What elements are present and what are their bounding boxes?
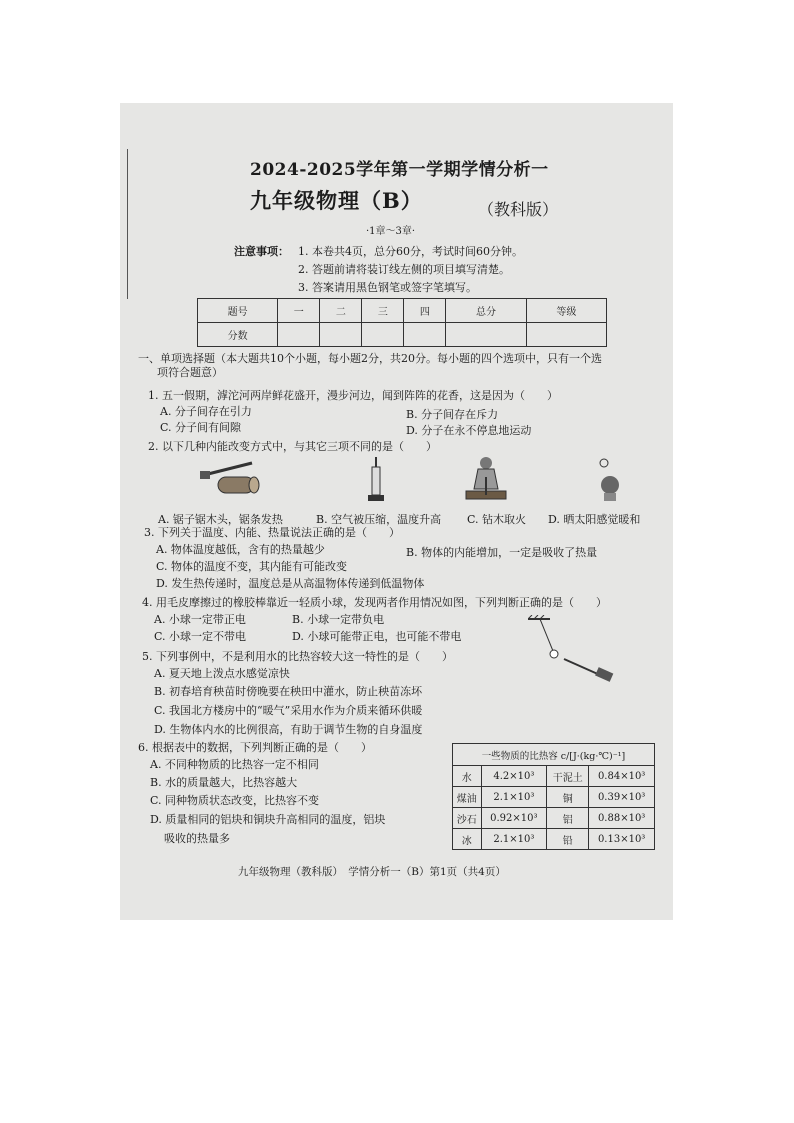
air-compression-figure [364, 455, 388, 505]
charged-ball-figure [528, 615, 622, 687]
q5-option-d: D. 生物体内水的比例很高，有助于调节生物的自身温度 [154, 723, 423, 736]
q3-option-c: C. 物体的温度不变，其内能有可能改变 [156, 560, 348, 573]
q6-option-d: D. 质量相同的铝块和铜块升高相同的温度，铝块 [150, 813, 386, 826]
table-cell: 分数 [198, 323, 278, 347]
table-cell: 0.84×10³ [589, 766, 655, 787]
exam-page [120, 103, 673, 920]
q1-option-c: C. 分子间有间隙 [160, 421, 242, 434]
table-caption: 一些物质的比热容 c/[J·(kg·℃)⁻¹] [453, 744, 655, 766]
q2-option-d: D. 晒太阳感觉暖和 [548, 513, 641, 526]
table-cell: 三 [362, 299, 404, 323]
table-row [453, 829, 655, 850]
table-cell: 等级 [526, 299, 606, 323]
q2-stem: 2. 以下几种内能改变方式中，与其它三项不同的是（ ） [148, 440, 437, 453]
table-cell: 沙石 [453, 808, 482, 829]
score-input-cell[interactable] [526, 323, 606, 347]
q1-option-d: D. 分子在永不停息地运动 [406, 424, 532, 437]
q1-option-b: B. 分子间存在斥力 [406, 408, 499, 421]
q1-stem: 1. 五一假期，滹沱河两岸鲜花盛开，漫步河边，闻到阵阵的花香，这是因为（ ） [148, 389, 558, 402]
score-table [197, 298, 607, 347]
saw-wood-figure [200, 455, 260, 505]
q5-option-c: C. 我国北方楼房中的“暖气”采用水作为介质来循环供暖 [154, 704, 423, 717]
notes-label: 注意事项： [234, 245, 289, 258]
q5-option-a: A. 夏天地上泼点水感觉凉快 [154, 667, 290, 680]
q3-option-b: B. 物体的内能增加，一定是吸收了热量 [406, 546, 598, 559]
q6-option-b: B. 水的质量越大，比热容越大 [150, 776, 298, 789]
q6-stem: 6. 根据表中的数据，下列判断正确的是（ ） [138, 741, 372, 754]
specific-heat-table [452, 743, 655, 850]
table-cell: 题号 [198, 299, 278, 323]
note-item: 1. 本卷共4页，总分60分，考试时间60分钟。 [298, 245, 523, 258]
table-cell: 总分 [446, 299, 526, 323]
q4-option-a: A. 小球一定带正电 [154, 613, 246, 626]
sunbathing-figure [592, 457, 626, 505]
binding-line [127, 149, 128, 299]
section-heading-cont: 项符合题意） [157, 366, 223, 379]
table-cell: 煤油 [453, 787, 482, 808]
table-row [198, 299, 607, 323]
table-cell: 干泥土 [547, 766, 589, 787]
score-input-cell[interactable] [404, 323, 446, 347]
table-cell: 4.2×10³ [481, 766, 547, 787]
table-cell: 四 [404, 299, 446, 323]
q6-option-a: A. 不同种物质的比热容一定不相同 [150, 758, 319, 771]
table-cell: 水 [453, 766, 482, 787]
note-item: 3. 答案请用黑色钢笔或签字笔填写。 [298, 281, 477, 294]
table-cell: 一 [278, 299, 320, 323]
table-cell: 铝 [547, 808, 589, 829]
subject-title: 九年级物理（B） [250, 188, 423, 213]
table-cell: 铅 [547, 829, 589, 850]
score-input-cell[interactable] [446, 323, 526, 347]
drilling-fire-figure [460, 455, 510, 507]
q2-option-a: A. 锯子锯木头，锯条发热 [158, 513, 283, 526]
table-cell: 冰 [453, 829, 482, 850]
table-row [453, 808, 655, 829]
table-cell: 0.13×10³ [589, 829, 655, 850]
table-cell: 二 [320, 299, 362, 323]
q5-stem: 5. 下列事例中，不是利用水的比热容较大这一特性的是（ ） [142, 650, 453, 663]
q4-option-c: C. 小球一定不带电 [154, 630, 247, 643]
q4-option-b: B. 小球一定带负电 [292, 613, 385, 626]
q3-stem: 3. 下列关于温度、内能、热量说法正确的是（ ） [144, 526, 400, 539]
edition-label: （教科版） [478, 200, 559, 219]
q4-option-d: D. 小球可能带正电，也可能不带电 [292, 630, 462, 643]
table-cell: 铜 [547, 787, 589, 808]
chapter-range: ·1章～3章· [366, 226, 416, 237]
bleed-through-text [160, 149, 170, 164]
score-input-cell[interactable] [320, 323, 362, 347]
q2-option-b: B. 空气被压缩，温度升高 [316, 513, 442, 526]
score-input-cell[interactable] [362, 323, 404, 347]
exam-title: 2024-2025学年第一学期学情分析一 [250, 160, 549, 180]
table-row [453, 787, 655, 808]
score-input-cell[interactable] [278, 323, 320, 347]
q2-option-c: C. 钻木取火 [467, 513, 527, 526]
q4-stem: 4. 用毛皮摩擦过的橡胶棒靠近一轻质小球，发现两者作用情况如图，下列判断正确的是（ ） [142, 596, 607, 609]
q3-option-a: A. 物体温度越低，含有的热量越少 [156, 543, 325, 556]
q5-option-b: B. 初春培育秧苗时傍晚要在秧田中灌水，防止秧苗冻坏 [154, 685, 423, 698]
table-row [453, 744, 655, 766]
table-cell: 2.1×10³ [481, 829, 547, 850]
table-cell: 2.1×10³ [481, 787, 547, 808]
note-item: 2. 答题前请将装订线左侧的项目填写清楚。 [298, 263, 510, 276]
table-cell: 0.88×10³ [589, 808, 655, 829]
q3-option-d: D. 发生热传递时，温度总是从高温物体传递到低温物体 [156, 577, 425, 590]
table-cell: 0.39×10³ [589, 787, 655, 808]
q6-option-d-cont: 吸收的热量多 [164, 832, 230, 845]
q1-option-a: A. 分子间存在引力 [160, 405, 252, 418]
q6-option-c: C. 同种物质状态改变，比热容不变 [150, 794, 320, 807]
section-heading: 一、单项选择题（本大题共10个小题，每小题2分，共20分。每小题的四个选项中，只有一个选 [138, 352, 602, 365]
table-row [198, 323, 607, 347]
table-row [453, 766, 655, 787]
page-footer: 九年级物理（教科版） 学情分析一（B）第1页（共4页） [238, 866, 506, 878]
table-cell: 0.92×10³ [481, 808, 547, 829]
